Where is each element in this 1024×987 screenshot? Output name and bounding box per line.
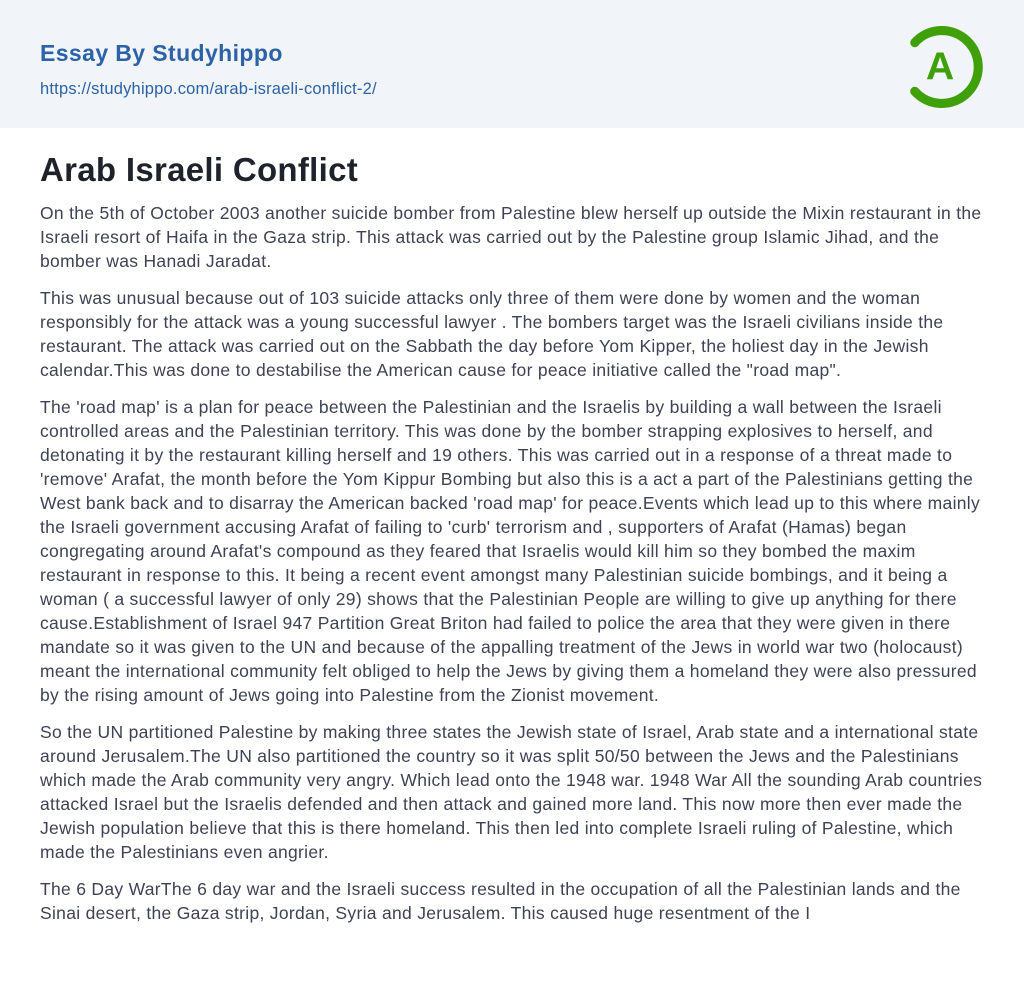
page-header (0, 0, 1024, 128)
logo-ring-icon (895, 21, 987, 113)
article-title: Arab Israeli Conflict (40, 151, 359, 188)
essay-url-link[interactable]: https://studyhippo.com/arab-israeli-conflict-2/ (40, 80, 377, 98)
site-title: Essay By Studyhippo (40, 40, 283, 66)
essay-paragraph-2: This was unusual because out of 103 suicide attacks only three of them were done by women and the woman responsibly for the attack was a young successful lawyer . The bombers target was the Israeli civilians inside the restaurant. The attack was carried out on the Sabbath the day before Yom Kipper, the holiest day in the Jewish calendar.This was done to destabilise the American cause for peace initiative called the "road map". (40, 288, 944, 380)
logo-letter: A (925, 44, 955, 89)
essay-paragraph-4: So the UN partitioned Palestine by making three states the Jewish state of Israel, Arab state and a international state around Jerusalem.The UN also partitioned the country so it was split 50/50 between the Jews and the Palestinians which made the Arab community very angry. Which lead onto the 1948 war. 1948 War All the sounding Arab countries attacked Israel but the Israelis defended and then attack and gained more land. This now more then ever made the Jewish population believe that this is there homeland. This then led into complete Israeli ruling of Palestine, which made the Palestinians even angrier. (40, 722, 983, 862)
essay-paragraph-3: The 'road map' is a plan for peace between the Palestinian and the Israelis by building a wall between the Israeli controlled areas and the Palestinian territory. This was done by the bomber strapping explosives to herself, and detonating it by the restaurant killing herself and 19 others. This was carried out in a response of a threat made to 'remove' Arafat, the month before the Yom Kippur Bombing but also this is a act a part of the Palestinians getting the West bank back and to disarray the American backed 'road map' for peace.Events which lead up to this where mainly the Israeli government accusing Arafat of failing to 'curb' terrorism and , supporters of Arafat (Hamas) began congregating around Arafat's compound as they feared that Israelis would kill him so they bombed the maxim restaurant in response to this. It being a recent event amongst many Palestinian suicide bombings, and it being a woman ( a successful lawyer of only 29) shows that the Palestinian People are willing to give up anything for there cause.Establishment of Israel 947 Partition Great Briton had failed to police the area that they were given in there mandate so it was given to the UN and because of the appalling treatment of the Jews in world war two (holocaust) meant the international community felt obliged to help the Jews by giving them a homeland they were also pressured by the rising amount of Jews going into Palestine from the Zionist movement. (40, 397, 981, 705)
essay-paragraph-1: On the 5th of October 2003 another suicide bomber from Palestine blew herself up outside the Mixin restaurant in the Israeli resort of Haifa in the Gaza strip. This attack was carried out by the Palestine group Islamic Jihad, and the bomber was Hanadi Jaradat. (40, 203, 982, 271)
essay-paragraph-5: The 6 Day WarThe 6 day war and the Israeli success resulted in the occupation of all the Palestinian lands and the Sinai desert, the Gaza strip, Jordan, Syria and Jerusalem. This caused huge resentment of the I (40, 879, 961, 923)
essay-article (0, 128, 1024, 925)
studyhippo-logo-icon (895, 21, 987, 113)
